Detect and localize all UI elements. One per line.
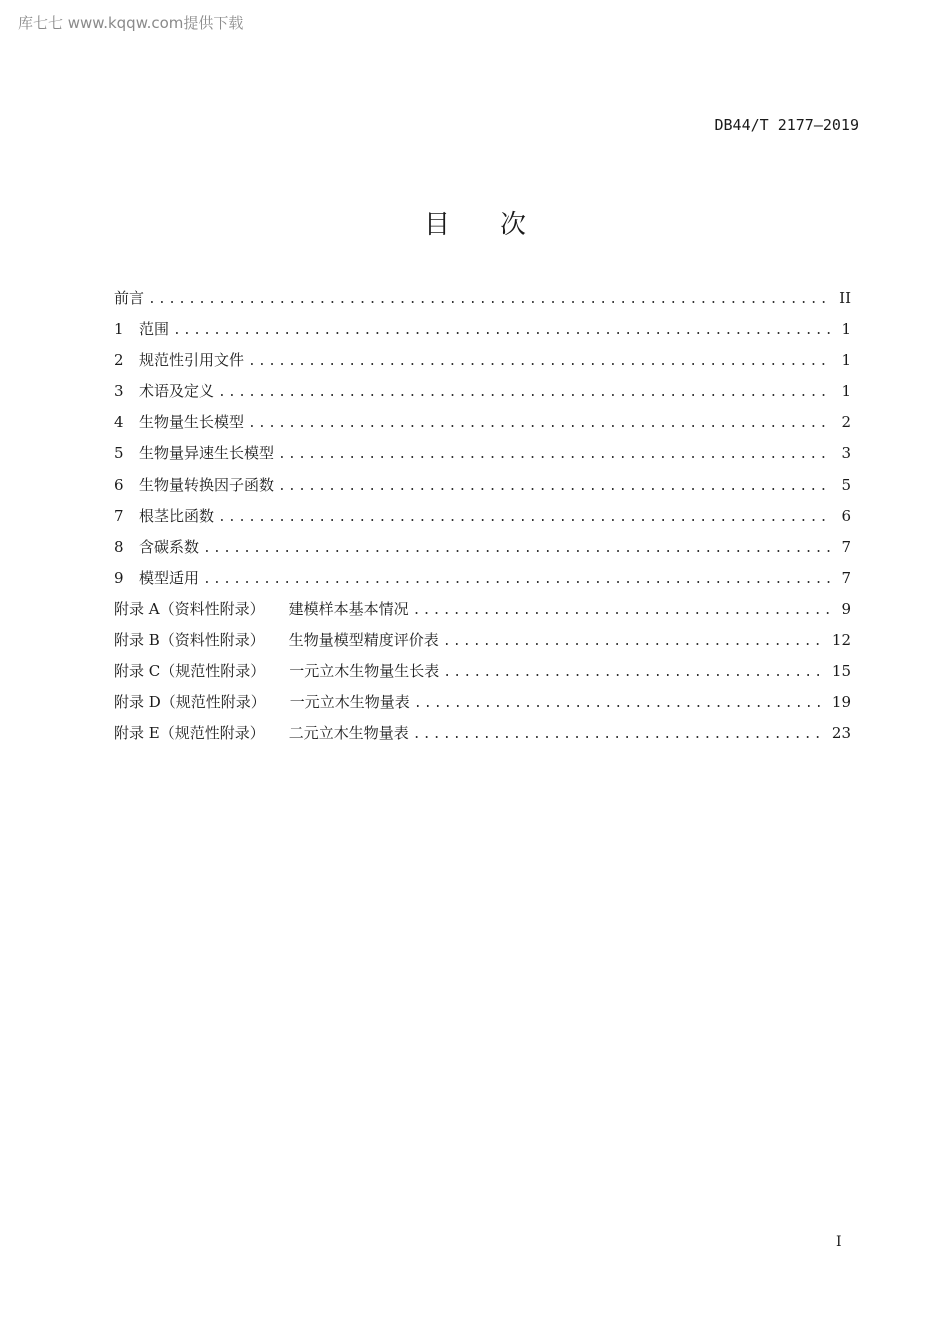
toc-entry-6[interactable] [114, 473, 851, 504]
toc-entry-number: 9 [114, 568, 124, 587]
toc-entry-label: 规范性引用文件 [139, 351, 245, 370]
toc-leader-dots [413, 599, 831, 623]
toc-entry-number: 3 [114, 382, 124, 401]
toc-entry-label: 前言 [114, 289, 145, 307]
toc-entry-number: 6 [114, 475, 124, 494]
toc-entry-9[interactable] [114, 566, 851, 597]
toc-entry-4[interactable] [114, 410, 851, 441]
toc-leader-dots [248, 350, 831, 374]
toc-entry-number: 5 [114, 444, 124, 463]
toc-leader-dots [443, 661, 826, 685]
toc-leader-dots [218, 506, 831, 530]
toc-leader-dots [413, 723, 826, 747]
toc-appendix-label: 附录 B（资料性附录） [114, 631, 265, 650]
toc-appendix-title: 建模样本基本情况 [288, 599, 409, 618]
toc-entry-number: 2 [114, 351, 124, 370]
toc-entry-5[interactable] [114, 441, 851, 472]
toc-entry-page: 12 [831, 631, 851, 650]
toc-entry-number: 7 [114, 506, 124, 525]
toc-leader-dots [203, 537, 831, 561]
toc-entry-appendix-a[interactable] [114, 597, 851, 628]
toc-entry-label: 含碳系数 [139, 537, 200, 556]
toc-entry-3[interactable] [114, 379, 851, 410]
toc-appendix-title: 一元立木生物量生长表 [289, 662, 440, 681]
toc-entry-appendix-c[interactable] [114, 659, 851, 690]
toc-appendix-title: 生物量模型精度评价表 [288, 631, 439, 650]
toc-entry-label: 术语及定义 [139, 382, 215, 401]
toc-entry-page: 19 [831, 693, 851, 712]
toc-leader-dots [278, 475, 831, 499]
toc-entry-page: 1 [841, 382, 851, 401]
toc-appendix-label: 附录 A（资料性附录） [114, 599, 265, 618]
toc-entry-appendix-e[interactable] [114, 721, 851, 752]
toc-entry-7[interactable] [114, 504, 851, 535]
toc-entry-1[interactable] [114, 317, 851, 348]
toc-entry-page: 15 [831, 662, 851, 681]
toc-appendix-title: 一元立木生物量表 [289, 693, 410, 712]
toc-appendix-label: 附录 D（规范性附录） [114, 693, 266, 712]
toc-entry-label: 生物量生长模型 [139, 413, 245, 432]
toc-appendix-label: 附录 C（规范性附录） [114, 662, 266, 681]
toc-entry-page: 7 [841, 568, 851, 587]
toc-entry-page: 2 [841, 413, 851, 432]
page-title: 目次 [423, 210, 576, 240]
toc-appendix-title: 二元立木生物量表 [288, 724, 409, 743]
toc-leader-dots [173, 319, 831, 343]
toc-leader-dots [443, 630, 826, 654]
toc-entry-number: 4 [114, 413, 124, 432]
toc-entry-label: 生物量转换因子函数 [139, 475, 275, 494]
toc-entry-page: 23 [831, 724, 851, 743]
document-code: DB44/T 2177—2019 [714, 116, 859, 134]
toc-leader-dots [248, 412, 831, 436]
toc-leader-dots [414, 692, 826, 716]
toc-entry-appendix-d[interactable] [114, 690, 851, 721]
toc-appendix-label: 附录 E（规范性附录） [114, 724, 265, 743]
toc-entry-page: 1 [841, 351, 851, 370]
toc-entry-page: II [839, 289, 851, 307]
toc-entry-8[interactable] [114, 535, 851, 566]
toc-leader-dots [278, 443, 831, 467]
toc-entry-label: 模型适用 [139, 568, 200, 587]
toc-entry-label: 范围 [139, 320, 170, 339]
toc-entry-number: 8 [114, 537, 124, 556]
toc-entry-page: 9 [841, 599, 851, 618]
toc-entry-label: 根茎比函数 [139, 506, 215, 525]
toc-entry-page: 1 [841, 320, 851, 339]
toc-entry-label: 生物量异速生长模型 [139, 444, 275, 463]
watermark-text: 库七七 www.kqqw.com提供下载 [18, 14, 244, 32]
toc-entry-page: 5 [841, 475, 851, 494]
toc-leader-dots [148, 288, 831, 312]
toc-entry-page: 3 [841, 444, 851, 463]
toc-entry-2[interactable] [114, 348, 851, 379]
toc-leader-dots [203, 568, 831, 592]
toc-entry-number: 1 [114, 320, 124, 339]
toc-entry-page: 7 [841, 537, 851, 556]
table-of-contents [114, 286, 851, 752]
toc-leader-dots [218, 381, 831, 405]
toc-entry-page: 6 [841, 506, 851, 525]
toc-entry-appendix-b[interactable] [114, 628, 851, 659]
toc-entry-foreword[interactable] [114, 286, 851, 317]
page-number: I [836, 1234, 842, 1250]
